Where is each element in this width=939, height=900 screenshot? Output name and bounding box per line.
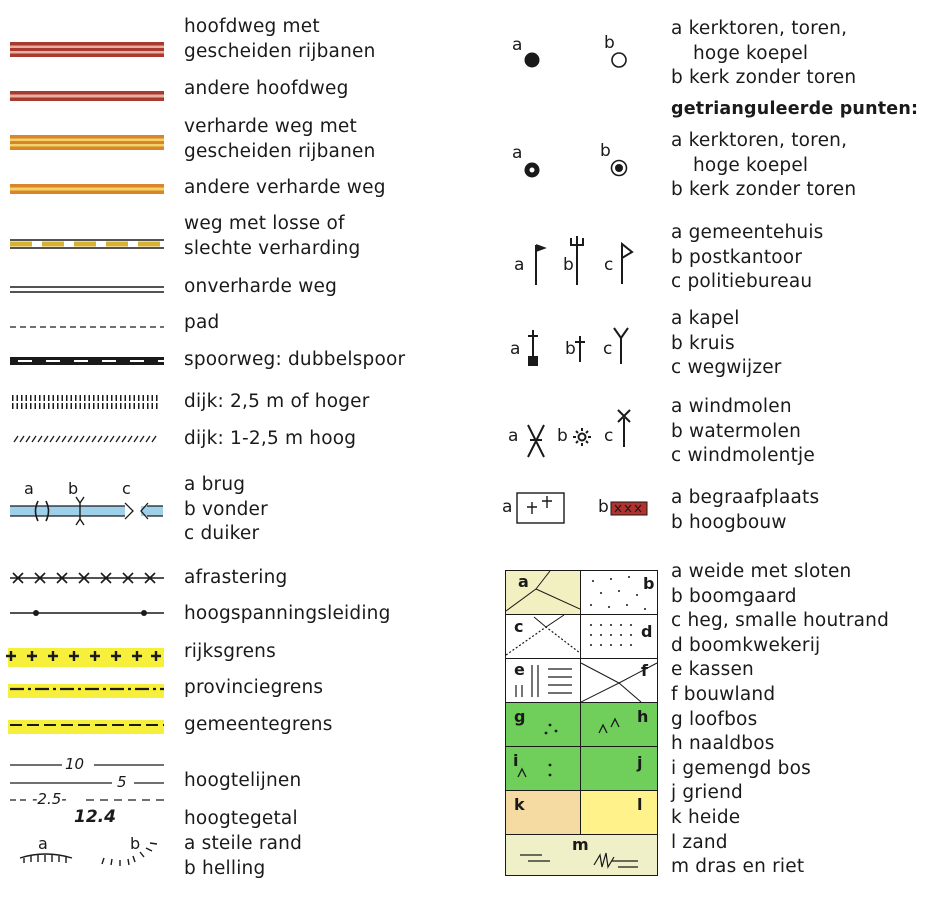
chapel-letter-b: b <box>565 339 576 359</box>
dike-low-symbol <box>14 436 156 442</box>
church-letter-a: a <box>512 35 523 55</box>
contour-10-label: 10 <box>65 755 85 773</box>
church2-label: a kerktoren, toren, hoge koepel b kerk zonder toren <box>671 130 857 200</box>
cell-i-letter: i <box>513 751 519 770</box>
cell-j-letter: j <box>637 753 643 772</box>
power-line-label: hoogspanningsleiding <box>184 603 391 624</box>
mill-letter-c: c <box>604 426 614 446</box>
spot-height-label: hoogtegetal <box>184 808 298 829</box>
cell-e <box>506 659 581 703</box>
cell-a-letter: a <box>518 572 529 591</box>
church2-letter-b: b <box>600 141 611 161</box>
mill-label: a windmolen b watermolen c windmolentje <box>671 396 815 466</box>
path-label: pad <box>184 312 220 333</box>
fence-label: afrastering <box>184 567 288 588</box>
landuse-label: a weide met sloten b boomgaard c heg, smalle houtrand d boomkwekerij e kassen f bouwland g loofbos h naaldbos i gemengd bos j griend k heide l zand m dras en riet <box>671 561 890 878</box>
paved-road-divided-symbol <box>10 135 164 150</box>
contour-lines-label: hoogtelijnen <box>184 770 302 791</box>
cell-l <box>581 791 657 835</box>
cell-k <box>506 791 581 835</box>
national-border-label: rijksgrens <box>184 641 276 662</box>
bridge-label: a brug b vonder c duiker <box>184 474 268 544</box>
chapel-letter-a: a <box>510 339 521 359</box>
provincial-border-symbol <box>8 684 164 698</box>
main-road-divided-symbol <box>10 42 164 57</box>
town-label: a gemeentehuis b postkantoor c politiebureau <box>671 222 824 292</box>
cell-m <box>506 835 657 875</box>
paved-road-divided-label: verharde weg met gescheiden rijbanen <box>184 116 376 162</box>
slope-letter-b: b <box>130 834 141 853</box>
cell-c-letter: c <box>514 617 524 636</box>
cell-k-letter: k <box>514 795 525 814</box>
national-border-symbol <box>6 648 164 667</box>
loose-road-symbol <box>10 240 164 248</box>
triangulated-title: getrianguleerde punten: <box>671 99 919 119</box>
municipal-border-symbol <box>8 720 164 734</box>
left-symbols <box>0 0 180 900</box>
church2-letter-a: a <box>512 143 523 163</box>
spot-height-value: 12.4 <box>74 807 116 827</box>
loose-road-label: weg met losse of slechte verharding <box>184 213 361 259</box>
cemetery-letter-a: a <box>502 497 513 517</box>
cell-f-letter: f <box>641 661 648 680</box>
main-road-divided-label: hoofdweg met gescheiden rijbanen <box>184 16 376 62</box>
cell-a <box>506 571 581 615</box>
church-label: a kerktoren, toren, hoge koepel b kerk zonder toren <box>671 18 857 88</box>
bridge-letter-c: c <box>122 479 131 498</box>
cell-i <box>506 747 581 791</box>
unpaved-road-symbol <box>10 287 164 292</box>
town-letter-c: c <box>604 255 614 275</box>
chapel-letter-c: c <box>603 339 613 359</box>
cell-c <box>506 615 581 659</box>
other-paved-road-symbol <box>10 184 164 194</box>
dike-high-label: dijk: 2,5 m of hoger <box>184 391 370 412</box>
railway-symbol <box>10 357 164 365</box>
dike-low-label: dijk: 1-2,5 m hoog <box>184 428 357 449</box>
other-main-road-label: andere hoofdweg <box>184 78 349 99</box>
cell-m-letter: m <box>572 835 589 854</box>
contour-25-label: -2.5- <box>32 790 67 808</box>
mill-letter-a: a <box>508 426 519 446</box>
other-main-road-symbol <box>10 91 164 101</box>
cell-f <box>581 659 657 703</box>
cell-l-letter: l <box>637 795 643 814</box>
cell-j <box>581 747 657 791</box>
other-paved-road-label: andere verharde weg <box>184 177 386 198</box>
cell-b <box>581 571 657 615</box>
contour-5-label: 5 <box>117 773 127 791</box>
bridge-symbol <box>10 497 163 525</box>
bridge-letter-a: a <box>24 479 34 498</box>
cell-b-letter: b <box>643 574 655 593</box>
cell-h <box>581 703 657 747</box>
cell-g-letter: g <box>514 707 526 726</box>
cell-e-letter: e <box>514 660 525 679</box>
right-symbols <box>500 0 670 560</box>
church-tower-dot <box>525 53 540 68</box>
cell-g <box>506 703 581 747</box>
railway-label: spoorweg: dubbelspoor <box>184 349 406 370</box>
bridge-letter-b: b <box>68 479 79 498</box>
town-letter-b: b <box>563 255 574 275</box>
chapel-label: a kapel b kruis c wegwijzer <box>671 308 782 378</box>
municipal-border-label: gemeentegrens <box>184 714 333 735</box>
unpaved-road-label: onverharde weg <box>184 276 338 297</box>
provincial-border-label: provinciegrens <box>184 677 324 698</box>
slope-letter-a: a <box>38 834 48 853</box>
fence-symbol <box>10 573 164 583</box>
cell-h-letter: h <box>637 707 649 726</box>
town-letter-a: a <box>514 255 525 275</box>
mill-letter-b: b <box>557 426 568 446</box>
cemetery-label: a begraafplaats b hoogbouw <box>671 487 820 533</box>
church-letter-b: b <box>604 33 615 53</box>
cell-d-letter: d <box>641 622 653 641</box>
slopes-label: a steile rand b helling <box>184 833 303 879</box>
cemetery-letter-b: b <box>598 497 609 517</box>
church-no-tower-circle <box>612 53 626 67</box>
power-line-symbol <box>10 610 164 616</box>
landuse-grid <box>505 570 658 876</box>
dike-high-symbol <box>12 398 160 406</box>
cell-d <box>581 615 657 659</box>
